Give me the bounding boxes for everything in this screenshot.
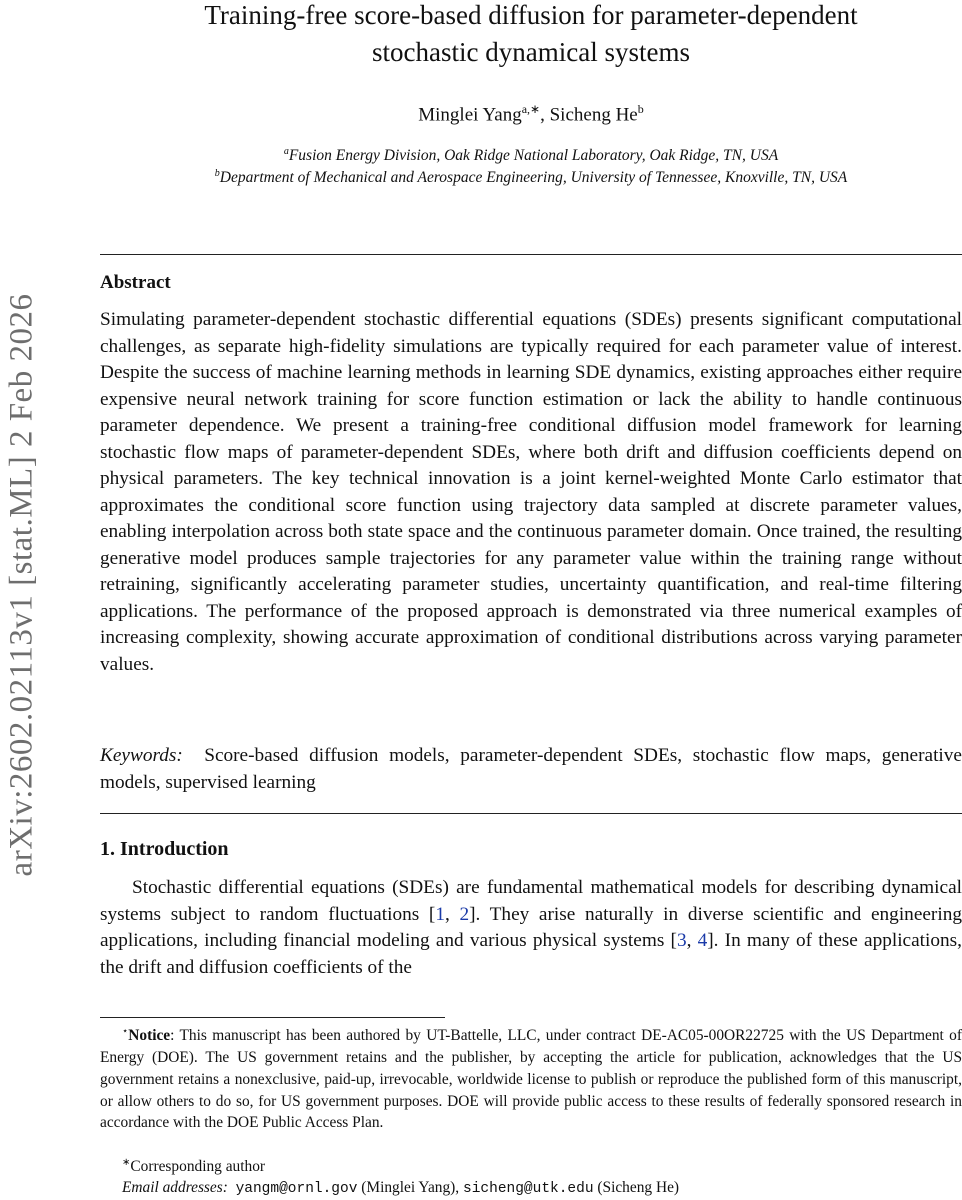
author-name: Sicheng He (549, 104, 638, 126)
email-footnote (122, 1179, 679, 1197)
corresponding-text: Corresponding author (130, 1158, 266, 1176)
abstract-top-rule (100, 254, 962, 255)
footnote-rule (100, 1017, 445, 1018)
corresponding-author-footnote (122, 1157, 265, 1176)
email-link[interactable]: yangm@ornl.gov (235, 1181, 358, 1197)
introduction-paragraph (100, 875, 962, 981)
keywords-label: Keywords: (100, 745, 183, 766)
abstract-bottom-rule (100, 813, 962, 814)
abstract-body: Simulating parameter-dependent stochastic differential equations (SDEs) presents significant computational challenges, as separate high-fidelity simulations are typically required for each parameter value of interest. Despite the success of machine learning methods in learning SDE dynamics, existing approaches either require expensive neural network training for score function estimation or lack the ability to handle continuous parameter dependence. We present a training-free conditional diffusion model framework for learning stochastic flow maps of parameter-dependent SDEs, where both drift and diffusion coefficients depend on physical parameters. The key technical innovation is a joint kernel-weighted Monte Carlo estimator that approximates the conditional score function using trajectory data sampled at discrete parameter values, enabling interpolation across both state space and the continuous parameter domain. Once trained, the resulting generative model produces sample trajectories for any parameter value within the training range without retraining, significantly accelerating parameter studies, uncertainty quantification, and real-time filtering applications. The performance of the proposed approach is demonstrated via three numerical examples of increasing complexity, showing accurate approximation of conditional distributions across varying parameter values. (100, 309, 962, 675)
email-label: Email addresses: (122, 1179, 228, 1196)
affiliation-text: Fusion Energy Division, Oak Ridge National Laboratory, Oak Ridge, TN, USA (288, 147, 779, 165)
citation-link[interactable]: 1 (435, 903, 445, 925)
email-owner: (Sicheng He) (593, 1179, 680, 1196)
notice-text: : This manuscript has been authored by UT-Battelle, LLC, under contract DE-AC05-00OR22725 with the US Department of Energy (DOE). The US government retains and the publisher, by accepting the article for publication, acknowledges that the US government retains a nonexclusive, paid-up, irrevocable, worldwide license to publish or reproduce the published form of this manuscript, or allow others to do so, for US government purposes. DOE will provide public access to these results of federally sponsored research in accordance with the DOE Public Access Plan. (100, 1027, 962, 1132)
email-link[interactable]: sicheng@utk.edu (463, 1181, 594, 1197)
citation-link[interactable]: 4 (697, 930, 708, 951)
author-marks: b (637, 102, 644, 116)
paper-title (100, 0, 962, 71)
affiliation-text: Department of Mechanical and Aerospace Engineering, University of Tennessee, Knoxville, TN, USA (219, 169, 848, 187)
arxiv-sidebar (0, 0, 50, 1200)
abstract-heading: Abstract (100, 272, 171, 293)
keywords-text: Score-based diffusion models, parameter-dependent SDEs, stochastic flow maps, generative models, supervised learning (100, 745, 962, 793)
citation-separator: , (686, 930, 698, 951)
corresponding-mark: ∗ (122, 1157, 131, 1168)
notice-footnote (100, 1021, 962, 1134)
citation-separator: , (444, 903, 460, 925)
notice-label: Notice (128, 1027, 171, 1045)
email-owner: (Minglei Yang), (357, 1179, 464, 1196)
affiliation-mark: a (283, 146, 289, 157)
citation-link[interactable]: 2 (459, 903, 470, 925)
title-line-2: stochastic dynamical systems (372, 37, 690, 67)
author-marks: a,∗ (521, 102, 541, 116)
affiliation (100, 168, 962, 187)
introduction-heading: 1. Introduction (100, 838, 229, 860)
author-list: Minglei Yang$^{a,∗}$, Sicheng He$^b$ (418, 102, 644, 126)
notice-mark: ⋆ (122, 1026, 129, 1037)
intro-text: ]. They arise naturally in diverse scientific and engineering applications, including financial modeling and various physical systems [ (100, 903, 962, 951)
title-line-1: Training-free score-based diffusion for parameter-dependent (204, 0, 858, 30)
affiliation-mark: b (214, 168, 220, 179)
affiliation (100, 146, 962, 165)
intro-text: ]. In many of these applications, the drift and diffusion coefficients of the (100, 930, 962, 978)
intro-text: Stochastic differential equations (SDEs) are fundamental mathematical models for describing dynamical systems subject to random fluctuations [ (100, 877, 962, 925)
arxiv-identifier: arXiv:2602.02113v1 [stat.ML] 2 Feb 2026 (3, 293, 40, 877)
keywords (100, 743, 962, 796)
author-name: Minglei Yang (418, 104, 522, 126)
citation-link[interactable]: 3 (676, 930, 687, 951)
